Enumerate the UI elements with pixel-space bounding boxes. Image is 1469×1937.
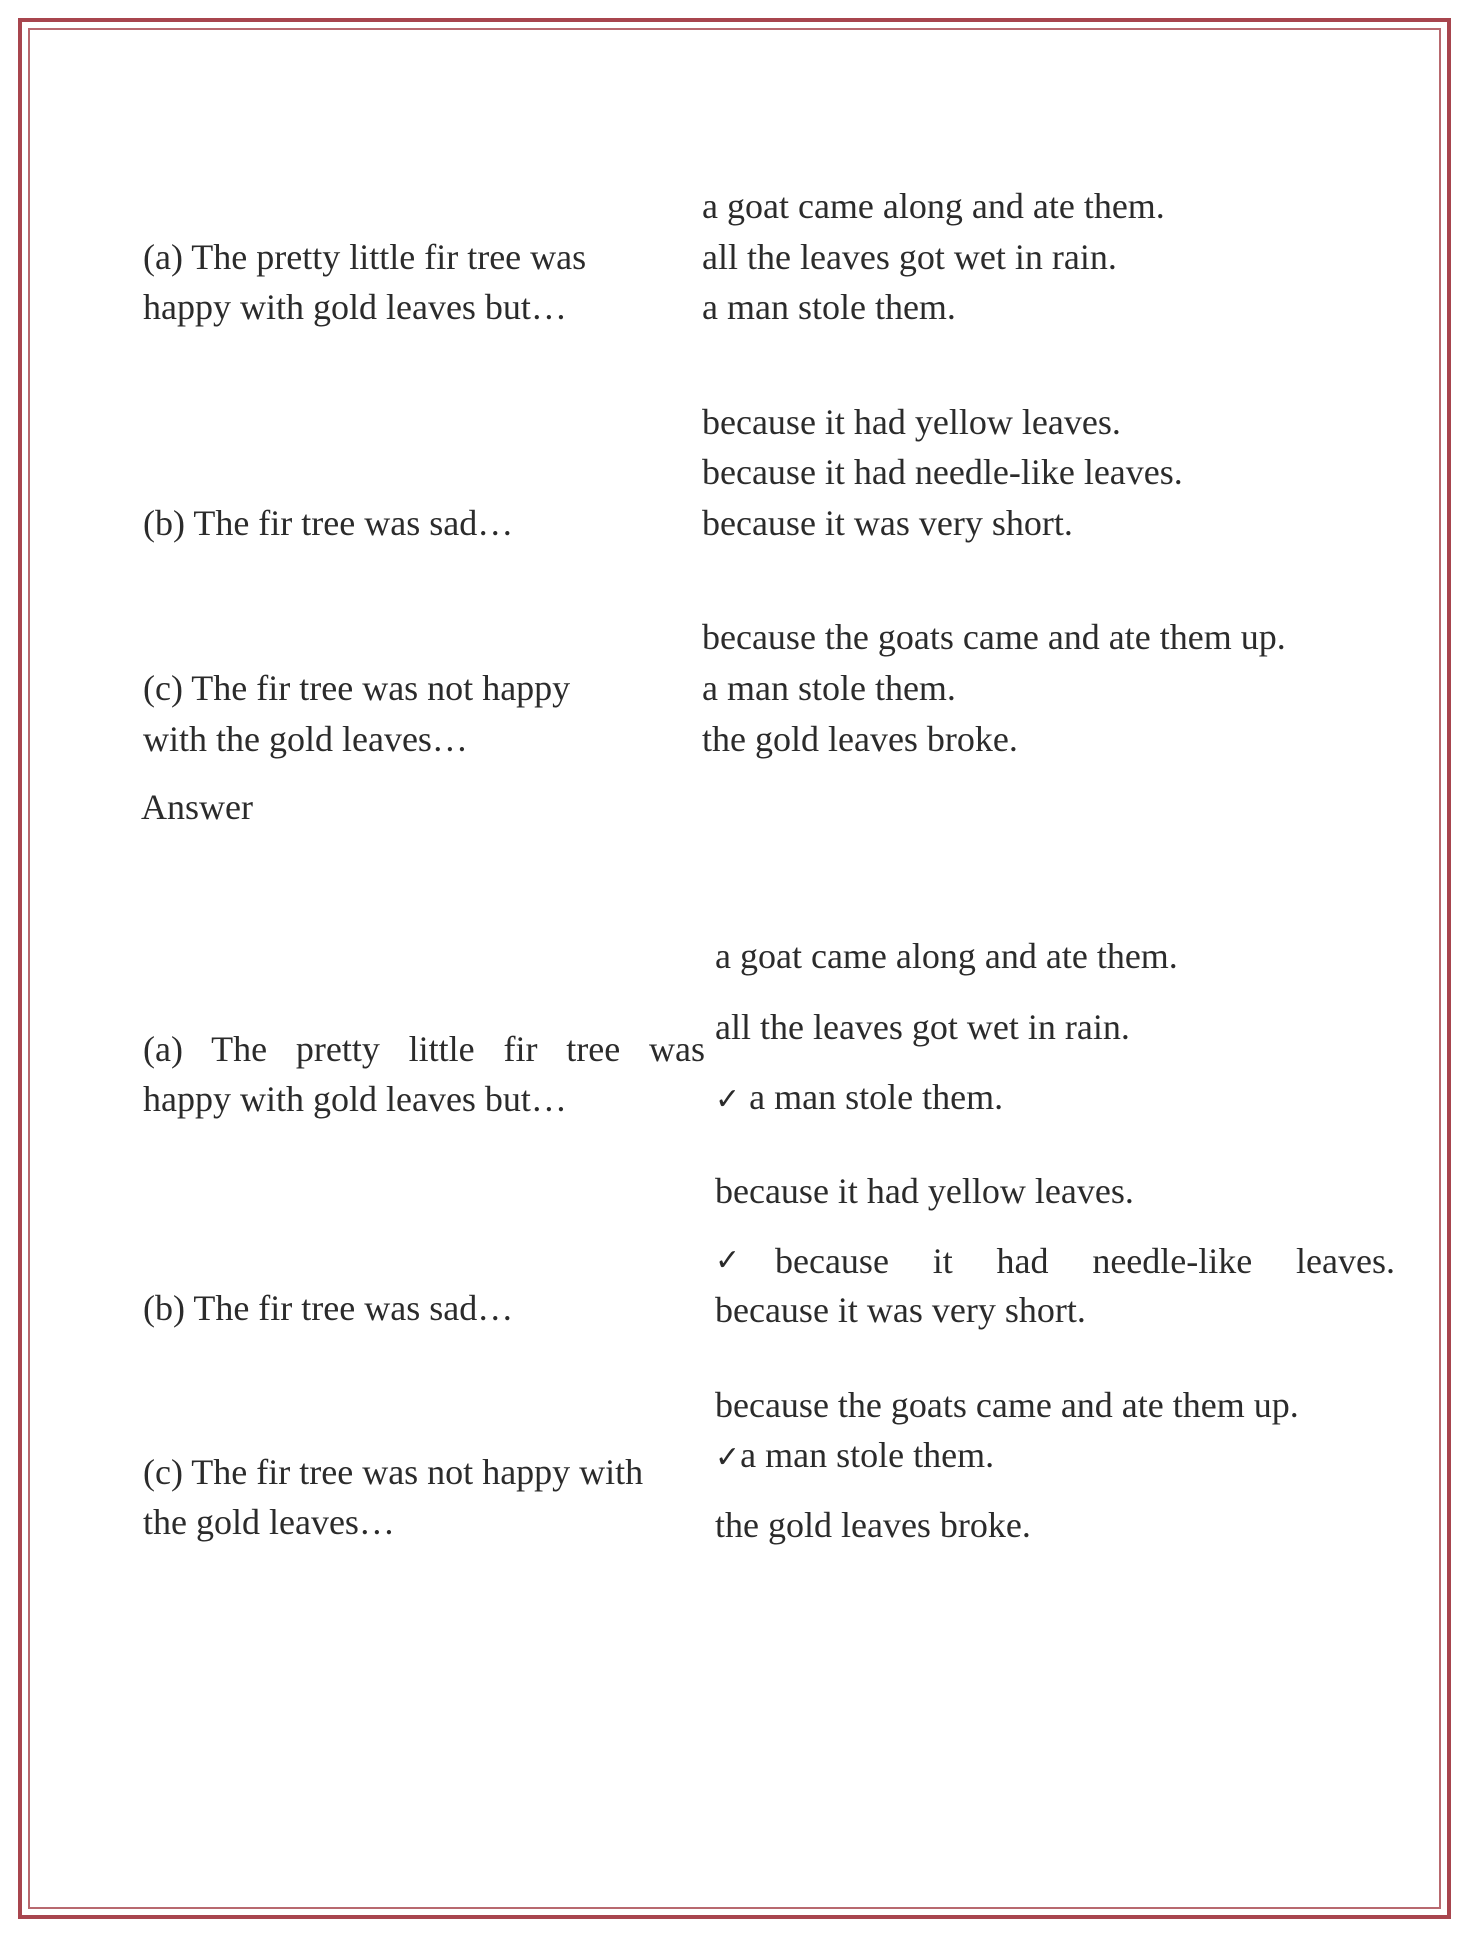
answer-b-correct-label: because it had needle-like leaves.: [775, 1241, 1395, 1281]
answer-a-prompt-line2: happy with gold leaves but…: [143, 1079, 567, 1119]
question-a-option-2: all the leaves got wet in rain.: [702, 237, 1117, 277]
answer-c-option-2-selected: [715, 1430, 994, 1483]
question-a-prompt-line1: (a) The pretty little fir tree was: [143, 237, 587, 277]
answer-a-correct-label: a man stole them.: [749, 1077, 1004, 1117]
check-mark-icon: ✓: [715, 1440, 741, 1475]
answer-b-option-3: because it was very short.: [715, 1290, 1086, 1330]
answer-c-option-3: the gold leaves broke.: [715, 1505, 1031, 1545]
question-a-option-3: a man stole them.: [702, 287, 956, 327]
question-b-option-3: because it was very short.: [702, 503, 1073, 543]
answer-b-prompt: (b) The fir tree was sad…: [143, 1288, 514, 1328]
answer-a-prompt-line1: (a) The pretty little fir tree was: [143, 1029, 705, 1069]
question-a-prompt-line2: happy with gold leaves but…: [143, 287, 567, 327]
answer-a-option-3-selected: [715, 1072, 1003, 1125]
question-b-option-2: because it had needle-like leaves.: [702, 452, 1183, 492]
answer-b-option-1: because it had yellow leaves.: [715, 1171, 1134, 1211]
question-c-prompt-line1: (c) The fir tree was not happy: [143, 668, 571, 708]
check-mark-icon: ✓: [715, 1082, 741, 1117]
check-mark-icon: ✓: [715, 1243, 741, 1278]
answer-heading: Answer: [141, 787, 253, 827]
answer-a-option-2: all the leaves got wet in rain.: [715, 1007, 1130, 1047]
question-c-option-1: because the goats came and ate them up.: [702, 617, 1286, 657]
question-c-prompt-line2: with the gold leaves…: [143, 719, 468, 759]
answer-c-correct-label: a man stole them.: [740, 1435, 995, 1475]
question-c-option-3: the gold leaves broke.: [702, 719, 1018, 759]
answer-c-prompt-line2: the gold leaves…: [143, 1502, 395, 1542]
answer-c-option-1: because the goats came and ate them up.: [715, 1385, 1299, 1425]
question-b-prompt: (b) The fir tree was sad…: [143, 503, 514, 543]
answer-c-prompt-line1: (c) The fir tree was not happy with: [143, 1452, 644, 1492]
answer-a-option-1: a goat came along and ate them.: [715, 936, 1178, 976]
answer-b-option-2-selected: [715, 1236, 1395, 1286]
question-a-option-1: a goat came along and ate them.: [702, 186, 1165, 226]
question-c-option-2: a man stole them.: [702, 668, 956, 708]
question-b-option-1: because it had yellow leaves.: [702, 402, 1121, 442]
